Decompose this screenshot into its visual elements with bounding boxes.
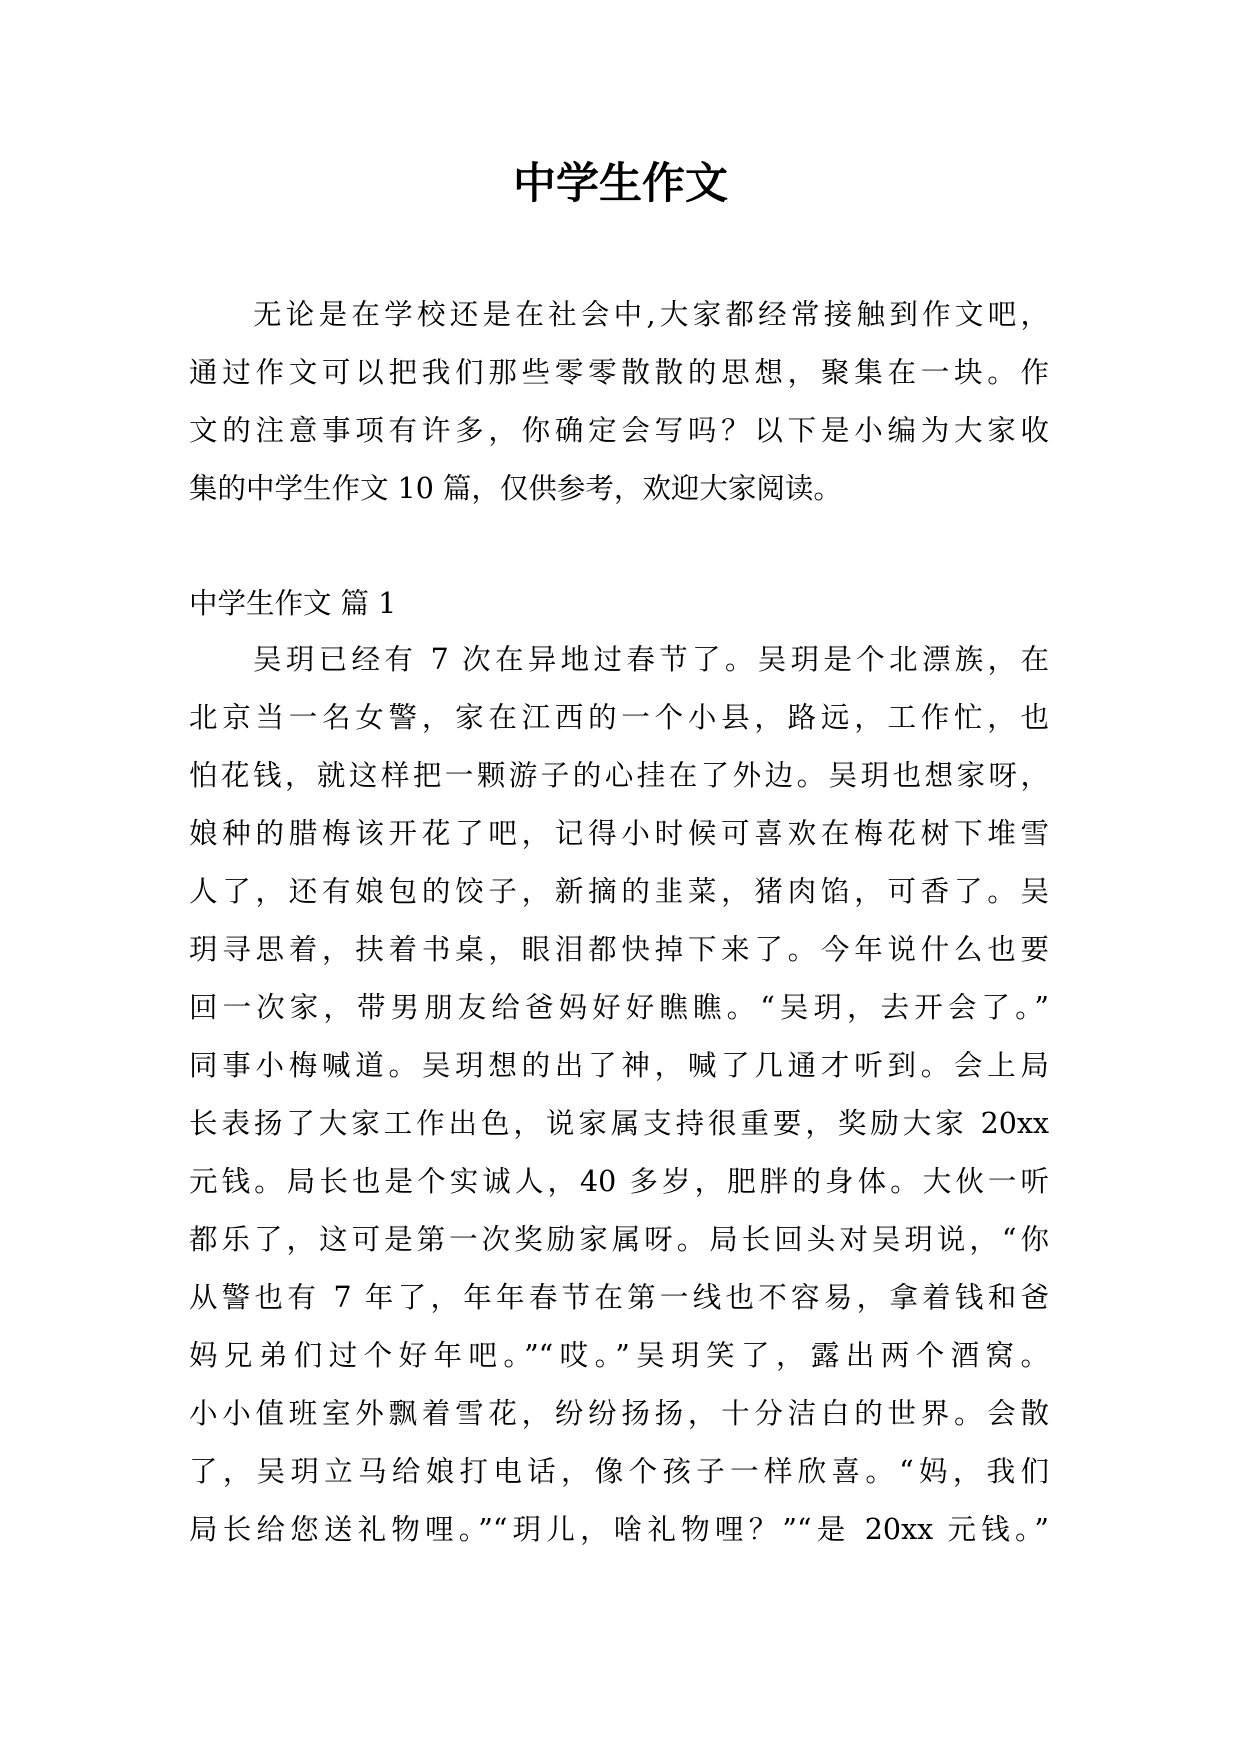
essay-line: 妈兄弟们过个好年吧。”“哎。”吴玥笑了，露出两个酒窝。 — [189, 1339, 1049, 1372]
essay-line: 回一次家，带男朋友给爸妈好好瞧瞧。“吴玥，去开会了。” — [189, 991, 1049, 1024]
essay-line: 从警也有 7 年了，年年春节在第一线也不容易，拿着钱和爸 — [189, 1281, 1049, 1314]
essay-line: 小小值班室外飘着雪花，纷纷扬扬，十分洁白的世界。会散 — [189, 1397, 1049, 1430]
essay-line: 玥寻思着，扶着书桌，眼泪都快掉下来了。今年说什么也要 — [189, 933, 1049, 966]
essay-line: 吴玥已经有 7 次在异地过春节了。吴玥是个北漂族，在 — [253, 643, 1049, 676]
intro-line: 文的注意事项有许多，你确定会写吗？以下是小编为大家收 — [189, 414, 1049, 447]
intro-line: 集的中学生作文 10 篇，仅供参考，欢迎大家阅读。 — [189, 472, 842, 505]
essay-line: 同事小梅喊道。吴玥想的出了神，喊了几通才听到。会上局 — [189, 1049, 1049, 1082]
essay-line: 娘种的腊梅该开花了吧，记得小时候可喜欢在梅花树下堆雪 — [189, 817, 1049, 850]
section-heading: 中学生作文 篇 1 — [189, 587, 397, 620]
document-title: 中学生作文 — [513, 159, 728, 209]
essay-line: 北京当一名女警，家在江西的一个小县，路远，工作忙，也 — [189, 701, 1049, 734]
intro-line: 通过作文可以把我们那些零零散散的思想，聚集在一块。作 — [189, 356, 1049, 389]
intro-paragraph — [189, 286, 1049, 518]
intro-line: 无论是在学校还是在社会中,大家都经常接触到作文吧， — [253, 298, 1049, 331]
essay-line: 元钱。局长也是个实诚人，40 多岁，肥胖的身体。大伙一听 — [189, 1165, 1049, 1198]
essay-line: 都乐了，这可是第一次奖励家属呀。局长回头对吴玥说，“你 — [189, 1223, 1049, 1256]
essay-line: 局长给您送礼物哩。”“玥儿，啥礼物哩？”“是 20xx 元钱。” — [189, 1513, 1049, 1546]
essay-paragraph — [189, 631, 1049, 1559]
essay-line: 人了，还有娘包的饺子，新摘的韭菜，猪肉馅，可香了。吴 — [189, 875, 1049, 908]
essay-line: 了，吴玥立马给娘打电话，像个孩子一样欣喜。“妈，我们 — [189, 1455, 1049, 1488]
essay-line: 长表扬了大家工作出色，说家属支持很重要，奖励大家 20xx — [189, 1107, 1049, 1140]
essay-line: 怕花钱，就这样把一颗游子的心挂在了外边。吴玥也想家呀， — [189, 759, 1049, 792]
